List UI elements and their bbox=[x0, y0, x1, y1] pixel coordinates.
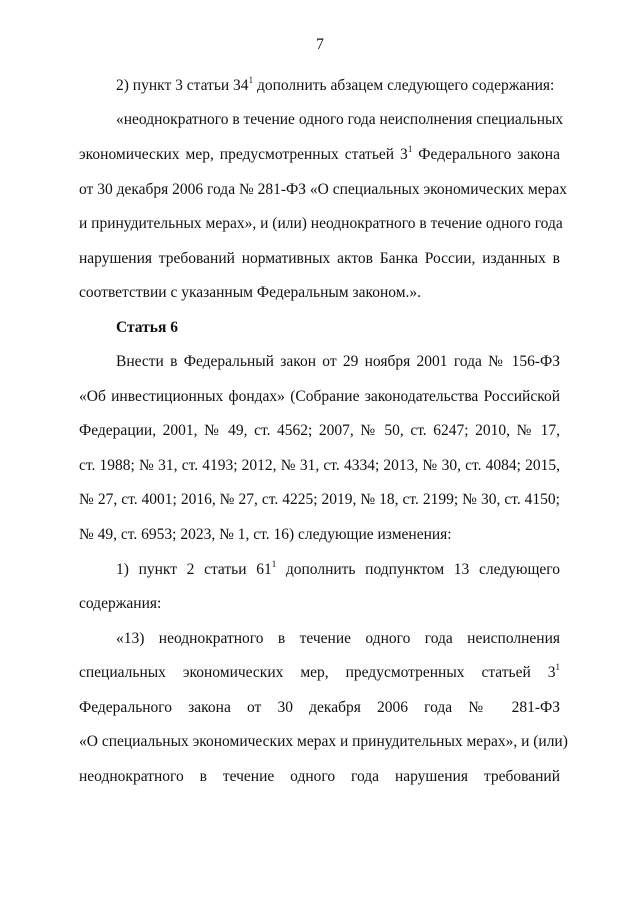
text-line: соответствии с указанным Федеральным законом.». bbox=[79, 284, 422, 301]
text-line: № 27, ст. 4001; 2016, № 27, ст. 4225; 2019, № 18, ст. 2199; № 30, ст. 4150; bbox=[79, 491, 560, 508]
text-line: специальных экономических мер, предусмотренных статьей $3^1$ bbox=[79, 661, 560, 681]
text-line: Федерального закона от 30 декабря 2006 года № 281-ФЗ bbox=[79, 699, 560, 716]
text-line: Внести в Федеральный закон от 29 ноября 2001 года № 156-ФЗ bbox=[116, 353, 560, 370]
text-line: «13) неоднократного в течение одного года неисполнения bbox=[116, 630, 560, 647]
text-line: от 30 декабря 2006 года № 281-ФЗ «О специальных экономических мерах bbox=[79, 181, 567, 198]
text-line: 2) пункт 3 статьи $34^1$ дополнить абзацем следующего содержания: bbox=[116, 74, 555, 94]
text-line: неоднократного в течение одного года нарушения требований bbox=[79, 768, 560, 785]
text-line: 1) пункт 2 статьи $61^1$ дополнить подпунктом 13 следующего bbox=[116, 558, 561, 578]
text-line: экономических мер, предусмотренных статьей $3^1$ Федерального закона bbox=[79, 143, 560, 163]
page-number: 7 bbox=[316, 36, 324, 53]
text-line: «неоднократного в течение одного года неисполнения специальных bbox=[116, 111, 564, 128]
text-line: Федерации, 2001, № 49, ст. 4562; 2007, № 50, ст. 6247; 2010, № 17, bbox=[79, 422, 560, 439]
text-line: ст. 1988; № 31, ст. 4193; 2012, № 31, ст. 4334; 2013, № 30, ст. 4084; 2015, bbox=[79, 457, 560, 474]
text-line: содержания: bbox=[79, 595, 162, 612]
text-line: № 49, ст. 6953; 2023, № 1, ст. 16) следующие изменения: bbox=[79, 526, 452, 543]
text-line: «О специальных экономических мерах и принудительных мерах», и (или) bbox=[79, 733, 568, 750]
text-line: «Об инвестиционных фондах» (Собрание законодательства Российской bbox=[79, 388, 560, 405]
text-line: и принудительных мерах», и (или) неоднократного в течение одного года bbox=[79, 215, 563, 232]
article-heading: Статья 6 bbox=[116, 319, 178, 336]
text-line: нарушения требований нормативных актов Банка России, изданных в bbox=[79, 250, 560, 267]
